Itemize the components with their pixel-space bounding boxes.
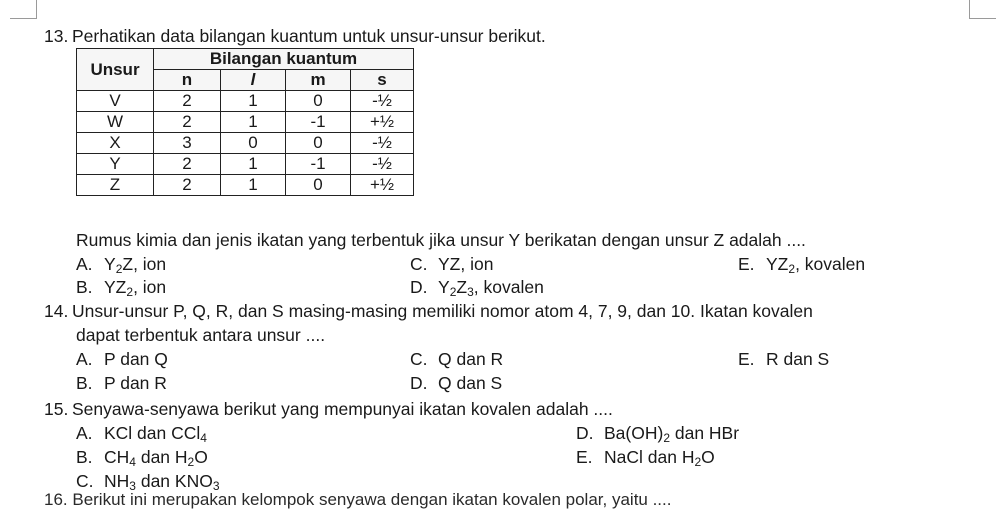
crop-mark-right xyxy=(969,0,996,19)
option-text: NaCl dan H xyxy=(604,447,695,467)
cell-n: 3 xyxy=(154,133,221,154)
cell-m: 0 xyxy=(286,91,351,112)
table-row xyxy=(77,91,414,112)
option-letter: E. xyxy=(738,349,755,369)
option-text: Y xyxy=(438,277,450,297)
header-s: s xyxy=(351,70,414,91)
cell-l: 1 xyxy=(221,154,286,175)
option-text: O xyxy=(194,447,208,467)
cell-unsur: V xyxy=(77,91,154,112)
option-text: Q dan R xyxy=(438,349,504,369)
option-letter: A. xyxy=(76,254,93,274)
option-subscript: 2 xyxy=(788,262,796,276)
q14-option-a[interactable] xyxy=(76,348,168,370)
header-bilangan-kuantum: Bilangan kuantum xyxy=(154,49,414,70)
header-l: l xyxy=(221,70,286,91)
option-text: Z xyxy=(456,277,468,297)
q15-option-b[interactable] xyxy=(76,446,208,468)
option-subscript: 2 xyxy=(187,455,195,469)
option-letter: A. xyxy=(76,349,93,369)
table-header-row xyxy=(77,49,414,70)
question-16-cut-off: 16. Berikut ini merupakan kelompok senyawa dengan ikatan kovalen polar, yaitu .... xyxy=(44,490,672,509)
option-subscript: 2 xyxy=(449,285,457,299)
option-text: NH xyxy=(104,471,130,491)
option-text: Y xyxy=(104,254,116,274)
q14-option-e[interactable] xyxy=(738,348,829,370)
cell-m: 0 xyxy=(286,175,351,196)
header-m: m xyxy=(286,70,351,91)
option-text: , kovalen xyxy=(795,254,866,274)
cell-unsur: W xyxy=(77,112,154,133)
q15-option-e[interactable] xyxy=(576,446,715,468)
option-letter: D. xyxy=(576,423,594,443)
option-letter: A. xyxy=(76,423,93,443)
cell-l: 0 xyxy=(221,133,286,154)
option-subscript: 2 xyxy=(663,431,670,445)
option-text: YZ xyxy=(104,277,127,297)
question-13-prompt: Rumus kimia dan jenis ikatan yang terbentuk jika unsur Y berikatan dengan unsur Z adalah .... xyxy=(76,230,806,250)
question-text: Senyawa-senyawa berikut yang mempunyai ikatan kovalen adalah .... xyxy=(72,399,613,419)
option-letter: C. xyxy=(410,254,428,274)
question-14-line-1 xyxy=(44,300,813,322)
question-15-title xyxy=(44,398,613,420)
cell-unsur: Y xyxy=(77,154,154,175)
header-unsur: Unsur xyxy=(77,49,154,91)
question-number: 15. xyxy=(44,399,69,419)
option-letter: D. xyxy=(410,373,428,393)
table-row xyxy=(77,112,414,133)
option-subscript: 3 xyxy=(129,479,136,493)
q13-option-e[interactable] xyxy=(738,253,865,275)
q14-option-c[interactable] xyxy=(410,348,503,370)
question-14-line-2: dapat terbentuk antara unsur .... xyxy=(76,325,326,345)
option-letter: E. xyxy=(576,447,593,467)
question-text: Unsur-unsur P, Q, R, dan S masing-masing memiliki nomor atom 4, 7, 9, dan 10. Ikatan kovalen xyxy=(72,301,813,321)
option-text: Z, ion xyxy=(122,254,167,274)
option-letter: D. xyxy=(410,277,428,297)
option-text: YZ, ion xyxy=(438,254,494,274)
option-text: CH xyxy=(104,447,130,467)
option-text: , kovalen xyxy=(473,277,544,297)
q15-option-d[interactable] xyxy=(576,422,739,444)
cell-m: -1 xyxy=(286,154,351,175)
option-subscript: 3 xyxy=(467,285,474,299)
option-text: R dan S xyxy=(766,349,830,369)
cell-n: 2 xyxy=(154,154,221,175)
cell-l: 1 xyxy=(221,175,286,196)
cell-l: 1 xyxy=(221,91,286,112)
header-n: n xyxy=(154,70,221,91)
q13-option-b[interactable] xyxy=(76,276,166,298)
cell-unsur: Z xyxy=(77,175,154,196)
q15-option-a[interactable] xyxy=(76,422,207,444)
option-text: O xyxy=(701,447,715,467)
option-text: P dan Q xyxy=(104,349,168,369)
cell-unsur: X xyxy=(77,133,154,154)
option-subscript: 2 xyxy=(126,285,134,299)
option-letter: B. xyxy=(76,277,93,297)
cell-n: 2 xyxy=(154,91,221,112)
q13-option-a[interactable] xyxy=(76,253,166,275)
q14-option-d[interactable] xyxy=(410,372,502,394)
q13-option-c[interactable] xyxy=(410,253,493,275)
option-subscript: 2 xyxy=(115,262,123,276)
table-row xyxy=(77,154,414,175)
quantum-number-table xyxy=(76,48,414,196)
table-row xyxy=(77,133,414,154)
option-text: P dan R xyxy=(104,373,167,393)
q13-option-d[interactable] xyxy=(410,276,544,298)
question-text: Perhatikan data bilangan kuantum untuk unsur-unsur berikut. xyxy=(72,26,546,46)
question-number: 13. xyxy=(44,26,69,46)
option-text: KCl dan CCl xyxy=(104,423,201,443)
option-text: YZ xyxy=(766,254,789,274)
option-text: Q dan S xyxy=(438,373,503,393)
cell-s: +½ xyxy=(351,175,414,196)
crop-mark-left xyxy=(10,0,37,19)
cell-n: 2 xyxy=(154,112,221,133)
cell-l: 1 xyxy=(221,112,286,133)
option-letter: C. xyxy=(76,471,94,491)
table-row xyxy=(77,175,414,196)
option-text: dan HBr xyxy=(670,423,740,443)
question-13-title xyxy=(44,25,546,47)
cell-s: +½ xyxy=(351,112,414,133)
option-text: , ion xyxy=(133,277,167,297)
q15-option-c[interactable] xyxy=(76,470,220,492)
option-subscript: 4 xyxy=(200,431,207,445)
cell-n: 2 xyxy=(154,175,221,196)
option-letter: C. xyxy=(410,349,428,369)
question-number: 14. xyxy=(44,301,69,321)
option-text: dan KNO xyxy=(135,471,213,491)
option-letter: E. xyxy=(738,254,755,274)
option-subscript: 3 xyxy=(212,479,220,493)
cell-s: -½ xyxy=(351,133,414,154)
q14-option-b[interactable] xyxy=(76,372,167,394)
cell-m: 0 xyxy=(286,133,351,154)
option-text: dan H xyxy=(135,447,188,467)
option-letter: B. xyxy=(76,373,93,393)
option-subscript: 4 xyxy=(129,455,136,469)
option-text: Ba(OH) xyxy=(604,423,664,443)
option-letter: B. xyxy=(76,447,93,467)
cell-m: -1 xyxy=(286,112,351,133)
option-subscript: 2 xyxy=(694,455,702,469)
cell-s: -½ xyxy=(351,91,414,112)
cell-s: -½ xyxy=(351,154,414,175)
